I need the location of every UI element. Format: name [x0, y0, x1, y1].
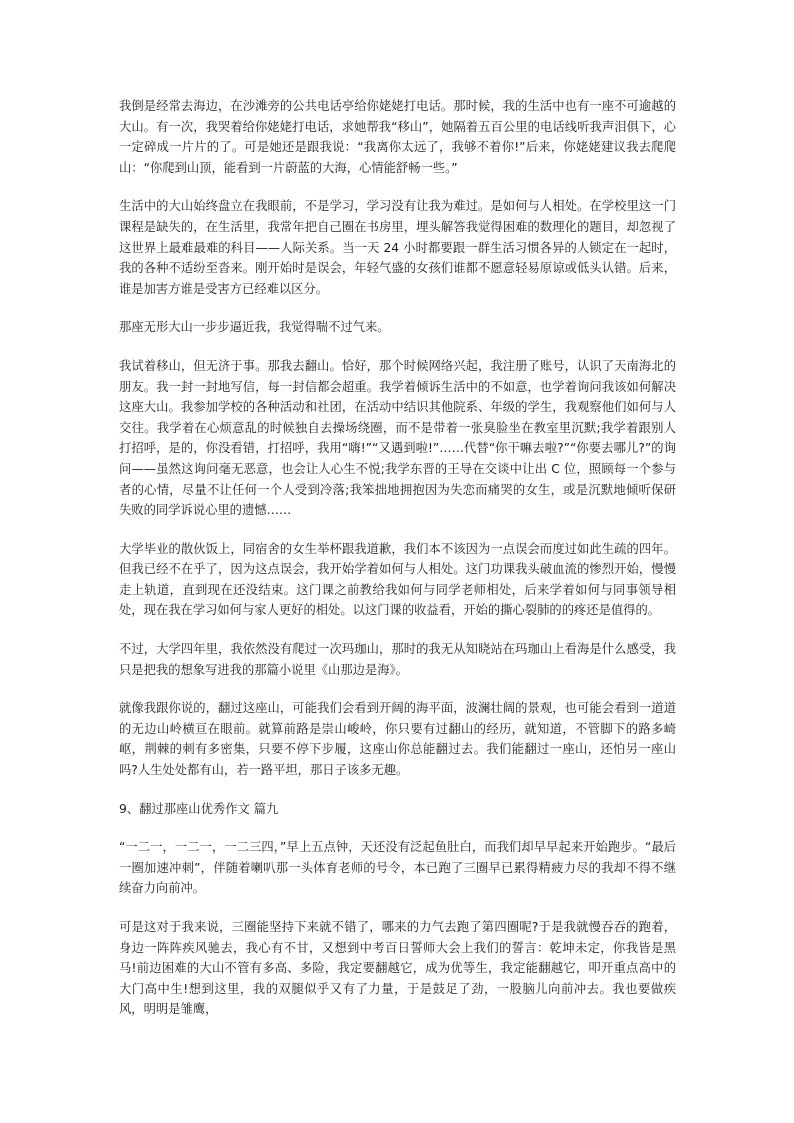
- paragraph-4: 我试着移山，但无济于事。那我去翻山。恰好，那个时候网络兴起，我注册了账号，认识了天南海北的朋友。我一封一封地写信，每一封信都会超重。我学着倾诉生活中的不如意，也学着询问我该如何解决这座大山。我参加学校的各种活动和社团，在活动中结识其他院系、年级的学生，我观察他们如何与人交往。我学着在心烦意乱的时候独自去操场绕圈，而不是带着一张臭脸坐在教室里沉默;我学着跟别人打招呼，是的，你没看错，打招呼，我用“嗨!”“又遇到啦!”……代替“你干嘛去啦?”“你要去哪儿?”的询问——虽然这询问毫无恶意，也会让人心生不悦;我学东晋的王导在交谈中让出 C 位，照顾每一个参与者的心情，尽量不让任何一个人受到冷落;我笨拙地拥抱因为失恋而痛哭的女生，或是沉默地倾听保研失败的同学诉说心里的遗憾……: [119, 358, 676, 518]
- document-page: [119, 96, 676, 1038]
- paragraph-8: “一二一，一二一，一二三四，”早上五点钟，天还没有泛起鱼肚白，而我们却早早起来开始跑步。“最后一圈加速冲刺”，伴随着喇叭那一头体育老师的号令，本已跑了三圈早已累得精疲力尽的我却不得不继续奋力向前冲。: [119, 840, 676, 896]
- paragraph-1: 我倒是经常去海边，在沙滩旁的公共电话亭给你姥姥打电话。那时候，我的生活中也有一座不可逾越的大山。有一次，我哭着给你姥姥打电话，求她帮我“移山”，她隔着五百公里的电话线听我声泪俱下，心一定碎成一片片的了。可是她还是跟我说：“我离你太远了，我够不着你!”后来，你姥姥建议我去爬爬山：“你爬到山顶，能看到一片蔚蓝的大海，心情能舒畅一些。”: [119, 99, 676, 175]
- paragraph-9: 可是这对于我来说，三圈能坚持下来就不错了，哪来的力气去跑了第四圈呢?于是我就慢吞吞的跑着，身边一阵阵疾风驰去，我心有不甘，又想到中考百日誓师大会上我们的誓言：乾坤未定，你我皆是黑马!前边困难的大山不管有多高、多险，我定要翻越它，成为优等生，我定能翻越它，叩开重点高中的大门高中生!想到这里，我的双腿似乎又有了力量，于是鼓足了劲，一股脑儿向前冲去。我也要做疾风，明明是雏鹰，: [119, 920, 676, 1017]
- section-heading: 9、翻过那座山优秀作文 篇九: [119, 801, 279, 816]
- paragraph-7: 就像我跟你说的，翻过这座山，可能我们会看到开阔的海平面，波澜壮阔的景观，也可能会看到一道道的无边山岭横亘在眼前。就算前路是崇山峻岭，你只要有过翻山的经历，就知道，不管脚下的路多崎岖，荆棘的刺有多密集，只要不停下步履，这座山你总能翻过去。我们能翻过一座山，还怕另一座山吗?人生处处都有山，若一路平坦，那日子该多无趣。: [119, 701, 676, 778]
- paragraph-3: 那座无形大山一步步逼近我，我觉得喘不过气来。: [119, 320, 390, 335]
- paragraph-6: 不过，大学四年里，我依然没有爬过一次玛珈山，那时的我无从知晓站在玛珈山上看海是什么感受，我只是把我的想象写进我的那篇小说里《山那边是海》。: [119, 642, 676, 677]
- paragraph-2: 生活中的大山始终盘立在我眼前，不是学习，学习没有让我为难过。是如何与人相处。在学校里这一门课程是缺失的，在生活里，我常年把自己圈在书房里，埋头解答我觉得困难的数理化的题目，却忽视了这世界上最难最难的科目——人际关系。当一天 24 小时都要跟一群生活习惯各异的人锁定在一起时，我的各种不适纷至沓来。刚开始时是误会，年轻气盛的女孩们谁都不愿意轻易原谅或低头认错。后来，谁是加害方谁是受害方已经难以区分。: [119, 199, 676, 296]
- paragraph-5: 大学毕业的散伙饭上，同宿舍的女生举杯跟我道歉，我们本不该因为一点误会而度过如此生疏的四年。但我已经不在乎了，因为这点误会，我开始学着如何与人相处。这门功课我头破血流的惨烈开始，慢慢走上轨道，直到现在还没结束。这门课之前教给我如何与同学老师相处，后来学着如何与同事领导相处，现在我在学习如何与家人更好的相处。以这门课的收益看，开始的撕心裂肺的的疼还是值得的。: [119, 541, 676, 618]
